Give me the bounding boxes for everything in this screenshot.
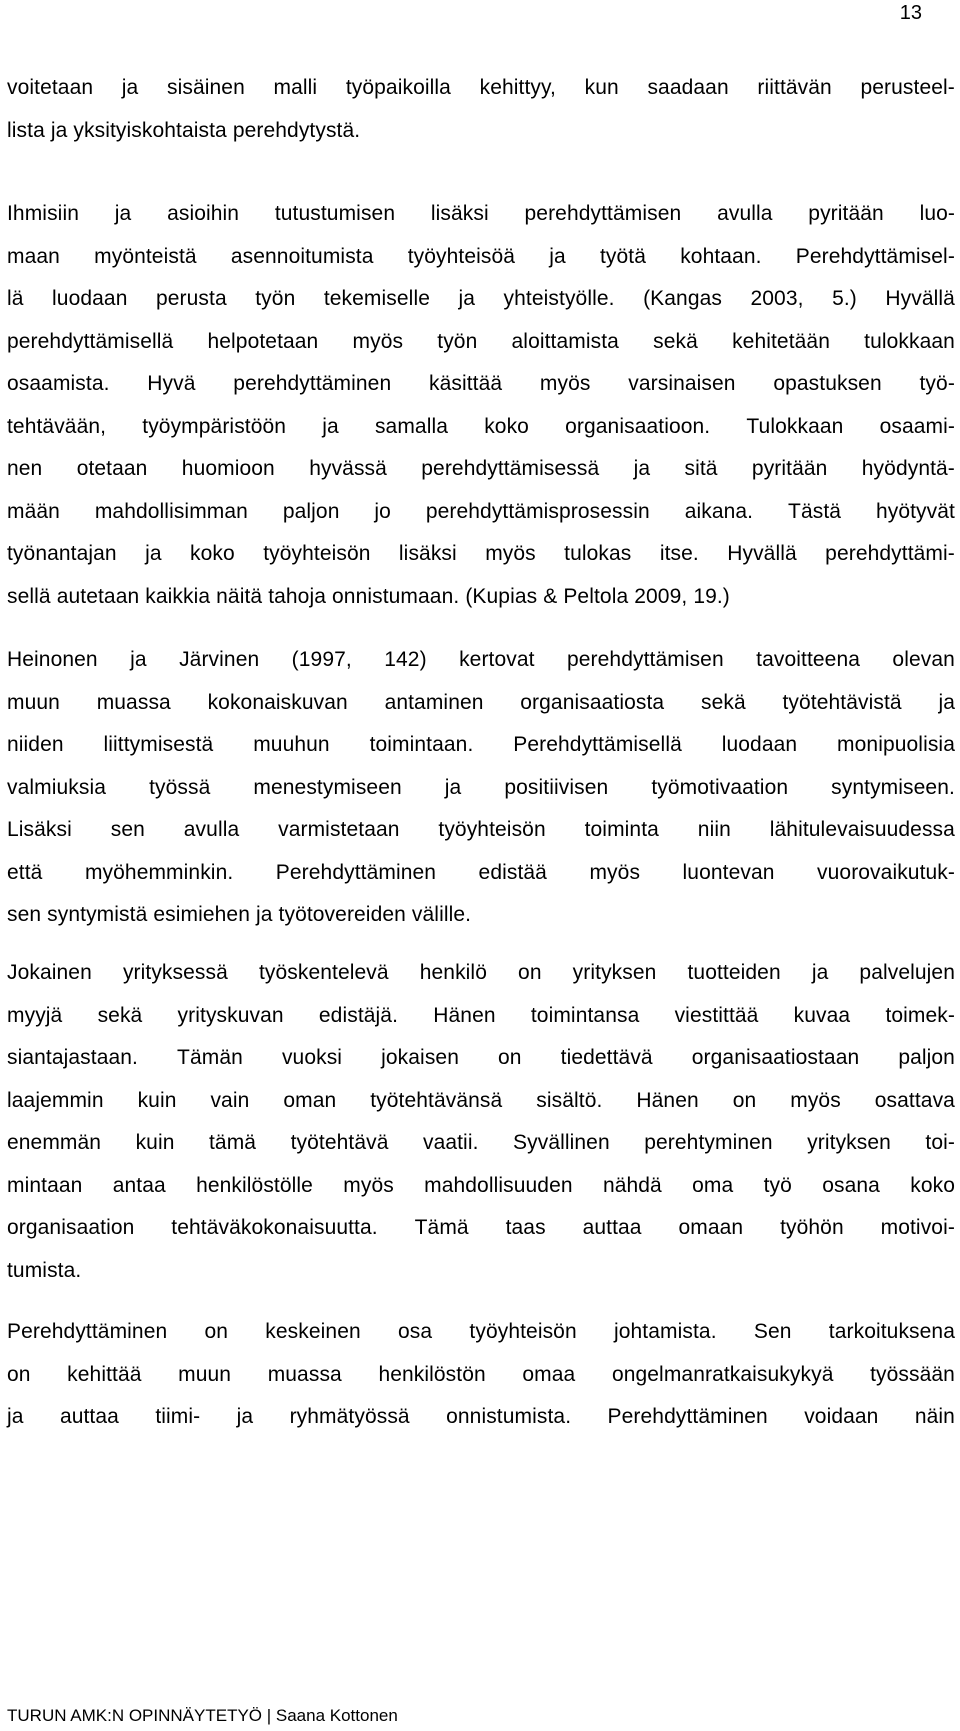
text-line: enemmän kuin tämä työtehtävä vaatii. Syvällinen perehtyminen yrityksen toi-: [7, 1131, 955, 1154]
text-line: Lisäksi sen avulla varmistetaan työyhteisön toiminta niin lähitulevaisuudessa: [7, 818, 955, 841]
text-line: niiden liittymisestä muuhun toimintaan. Perehdyttämisellä luodaan monipuolisia: [7, 733, 955, 756]
text-line: tehtävään, työympäristöön ja samalla koko organisaatioon. Tulokkaan osaami-: [7, 414, 955, 438]
text-line: että myöhemminkin. Perehdyttäminen edistää myös luontevan vuorovaikutuk-: [7, 860, 955, 884]
text-line: Heinonen ja Järvinen (1997, 142) kertovat perehdyttämisen tavoitteena olevan: [7, 648, 955, 671]
page-number: 13: [899, 2, 922, 24]
text-line: Jokainen yrityksessä työskentelevä henkilö on yrityksen tuotteiden ja palvelujen: [7, 961, 955, 984]
text-line: työnantajan ja koko työyhteisön lisäksi myös tulokas itse. Hyvällä perehdyttämi-: [7, 542, 955, 565]
text-line: sellä autetaan kaikkia näitä tahoja onnistumaan. (Kupias & Peltola 2009, 19.): [7, 584, 730, 608]
text-line: organisaation tehtäväkokonaisuutta. Tämä taas auttaa omaan työhön motivoi-: [7, 1216, 955, 1239]
text-line: maan myönteistä asennoitumista työyhteisöä ja työtä kohtaan. Perehdyttämisel-: [7, 244, 955, 268]
text-line: on kehittää muun muassa henkilöstön omaa ongelmanratkaisukykyä työssään: [7, 1362, 955, 1386]
text-line: voitetaan ja sisäinen malli työpaikoilla kehittyy, kun saadaan riittävän perusteel-: [7, 76, 955, 99]
text-line: siantajastaan. Tämän vuoksi jokaisen on tiedettävä organisaatiostaan paljon: [7, 1046, 955, 1069]
text-line: ja auttaa tiimi- ja ryhmätyössä onnistumista. Perehdyttäminen voidaan näin: [7, 1405, 955, 1428]
text-line: laajemmin kuin vain oman työtehtävänsä sisältö. Hänen on myös osattava: [7, 1088, 955, 1112]
text-line: nen otetaan huomioon hyvässä perehdyttämisessä ja sitä pyritään hyödyntä-: [7, 457, 955, 480]
text-line: lista ja yksityiskohtaista perehdytystä.: [7, 118, 361, 142]
footer: TURUN AMK:N OPINNÄYTETYÖ | Saana Kottonen: [7, 1706, 398, 1725]
text-line: valmiuksia työssä menestymiseen ja positiivisen työmotivaation syntymiseen.: [7, 775, 955, 799]
text-line: lä luodaan perusta työn tekemiselle ja yhteistyölle. (Kangas 2003, 5.) Hyvällä: [7, 287, 955, 310]
text-line: mintaan antaa henkilöstölle myös mahdollisuuden nähdä oma työ osana koko: [7, 1173, 955, 1197]
text-line: sen syntymistä esimiehen ja työtovereiden välille.: [7, 903, 472, 926]
text-line: tumista.: [7, 1258, 82, 1282]
text-line: myyjä sekä yrityskuvan edistäjä. Hänen toimintansa viestittää kuvaa toimek-: [7, 1003, 955, 1027]
text-line: Ihmisiin ja asioihin tutustumisen lisäksi perehdyttämisen avulla pyritään luo-: [7, 202, 955, 225]
text-line: Perehdyttäminen on keskeinen osa työyhteisön johtamista. Sen tarkoituksena: [7, 1320, 955, 1343]
text-line: osaamista. Hyvä perehdyttäminen käsittää myös varsinaisen opastuksen työ-: [7, 372, 955, 395]
text-line: muun muassa kokonaiskuvan antaminen organisaatiosta sekä työtehtävistä ja: [7, 690, 955, 714]
text-line: perehdyttämisellä helpotetaan myös työn aloittamista sekä kehitetään tulokkaan: [7, 329, 955, 353]
text-line: mään mahdollisimman paljon jo perehdyttämisprosessin aikana. Tästä hyötyvät: [7, 499, 955, 523]
